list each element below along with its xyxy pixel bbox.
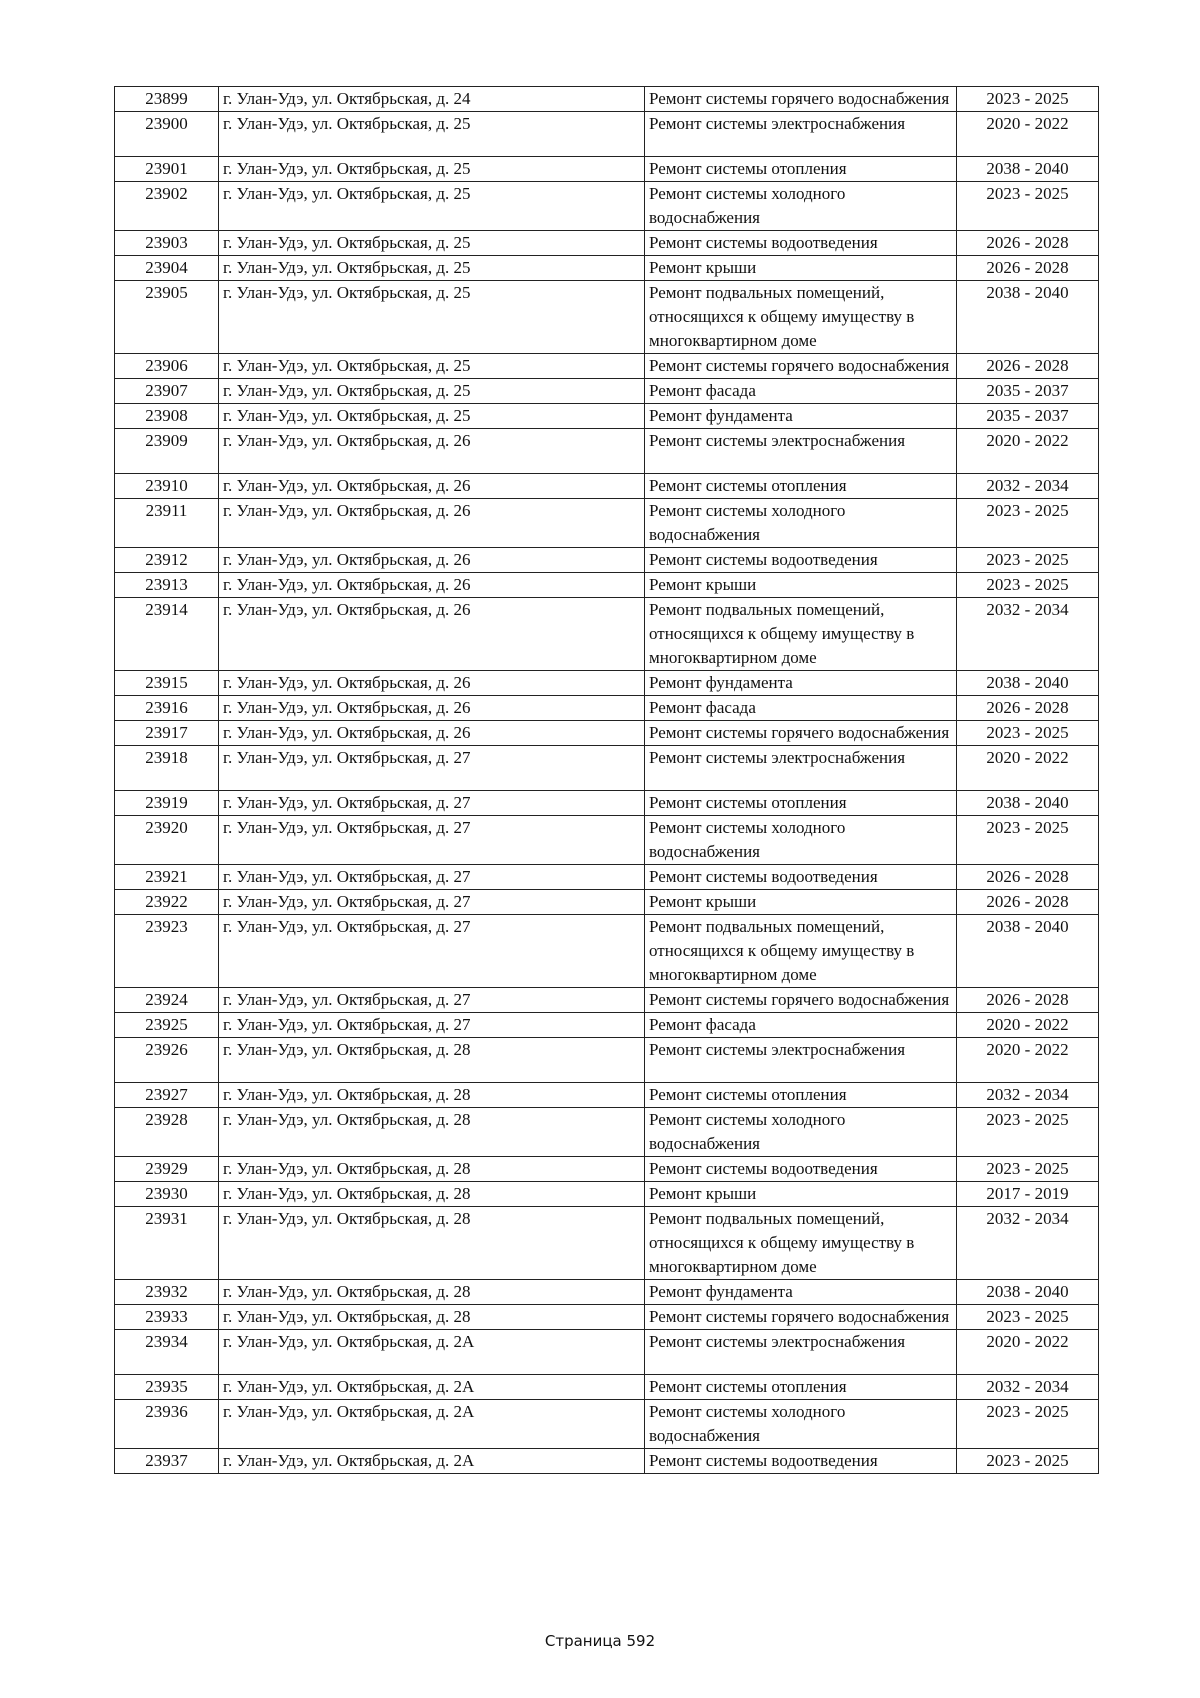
work-type-cell: Ремонт системы отопления: [645, 1375, 957, 1400]
address-cell: г. Улан-Удэ, ул. Октябрьская, д. 25: [219, 112, 645, 157]
address-cell: г. Улан-Удэ, ул. Октябрьская, д. 2А: [219, 1330, 645, 1375]
row-number-cell: 23929: [115, 1157, 219, 1182]
table-row: [115, 231, 1099, 256]
table-row: [115, 1305, 1099, 1330]
table-row: [115, 1400, 1099, 1449]
row-number-cell: 23908: [115, 404, 219, 429]
work-type-cell: Ремонт фундамента: [645, 1280, 957, 1305]
row-number-cell: 23911: [115, 499, 219, 548]
period-cell: 2020 - 2022: [957, 1013, 1099, 1038]
address-cell: г. Улан-Удэ, ул. Октябрьская, д. 25: [219, 281, 645, 354]
row-number-cell: 23919: [115, 791, 219, 816]
period-cell: 2023 - 2025: [957, 573, 1099, 598]
address-cell: г. Улан-Удэ, ул. Октябрьская, д. 28: [219, 1207, 645, 1280]
work-type-cell: Ремонт системы холодного водоснабжения: [645, 816, 957, 865]
period-cell: 2026 - 2028: [957, 256, 1099, 281]
period-cell: 2026 - 2028: [957, 865, 1099, 890]
row-number-cell: 23935: [115, 1375, 219, 1400]
table-row: [115, 1013, 1099, 1038]
period-cell: 2032 - 2034: [957, 474, 1099, 499]
work-type-cell: Ремонт крыши: [645, 573, 957, 598]
period-cell: 2032 - 2034: [957, 598, 1099, 671]
table-row: [115, 746, 1099, 791]
work-type-cell: Ремонт подвальных помещений, относящихся к общему имуществу в многоквартирном доме: [645, 915, 957, 988]
address-cell: г. Улан-Удэ, ул. Октябрьская, д. 28: [219, 1182, 645, 1207]
table-row: [115, 1108, 1099, 1157]
address-cell: г. Улан-Удэ, ул. Октябрьская, д. 25: [219, 354, 645, 379]
row-number-cell: 23933: [115, 1305, 219, 1330]
row-number-cell: 23932: [115, 1280, 219, 1305]
table-row: [115, 1207, 1099, 1280]
work-type-cell: Ремонт системы электроснабжения: [645, 1038, 957, 1083]
address-cell: г. Улан-Удэ, ул. Октябрьская, д. 27: [219, 865, 645, 890]
row-number-cell: 23937: [115, 1449, 219, 1474]
period-cell: 2023 - 2025: [957, 1449, 1099, 1474]
period-cell: 2023 - 2025: [957, 1108, 1099, 1157]
period-cell: 2026 - 2028: [957, 231, 1099, 256]
work-type-cell: Ремонт системы электроснабжения: [645, 1330, 957, 1375]
address-cell: г. Улан-Удэ, ул. Октябрьская, д. 2А: [219, 1400, 645, 1449]
table-row: [115, 1280, 1099, 1305]
work-type-cell: Ремонт фундамента: [645, 404, 957, 429]
work-type-cell: Ремонт системы отопления: [645, 791, 957, 816]
address-cell: г. Улан-Удэ, ул. Октябрьская, д. 27: [219, 746, 645, 791]
work-type-cell: Ремонт системы водоотведения: [645, 1449, 957, 1474]
period-cell: 2023 - 2025: [957, 1305, 1099, 1330]
address-cell: г. Улан-Удэ, ул. Октябрьская, д. 2А: [219, 1375, 645, 1400]
work-type-cell: Ремонт подвальных помещений, относящихся к общему имуществу в многоквартирном доме: [645, 598, 957, 671]
row-number-cell: 23931: [115, 1207, 219, 1280]
work-type-cell: Ремонт фасада: [645, 379, 957, 404]
address-cell: г. Улан-Удэ, ул. Октябрьская, д. 27: [219, 816, 645, 865]
work-type-cell: Ремонт фасада: [645, 696, 957, 721]
address-cell: г. Улан-Удэ, ул. Октябрьская, д. 26: [219, 548, 645, 573]
period-cell: 2038 - 2040: [957, 671, 1099, 696]
period-cell: 2038 - 2040: [957, 915, 1099, 988]
table-row: [115, 87, 1099, 112]
table-row: [115, 915, 1099, 988]
period-cell: 2026 - 2028: [957, 988, 1099, 1013]
period-cell: 2023 - 2025: [957, 87, 1099, 112]
table-row: [115, 696, 1099, 721]
work-type-cell: Ремонт системы горячего водоснабжения: [645, 87, 957, 112]
row-number-cell: 23903: [115, 231, 219, 256]
address-cell: г. Улан-Удэ, ул. Октябрьская, д. 28: [219, 1083, 645, 1108]
table-body: [115, 87, 1099, 1474]
table-row: [115, 182, 1099, 231]
table-row: [115, 379, 1099, 404]
address-cell: г. Улан-Удэ, ул. Октябрьская, д. 25: [219, 379, 645, 404]
work-type-cell: Ремонт системы горячего водоснабжения: [645, 988, 957, 1013]
table-row: [115, 1449, 1099, 1474]
table-row: [115, 1375, 1099, 1400]
work-type-cell: Ремонт крыши: [645, 890, 957, 915]
address-cell: г. Улан-Удэ, ул. Октябрьская, д. 26: [219, 721, 645, 746]
table-row: [115, 548, 1099, 573]
period-cell: 2023 - 2025: [957, 816, 1099, 865]
row-number-cell: 23936: [115, 1400, 219, 1449]
work-type-cell: Ремонт системы водоотведения: [645, 231, 957, 256]
address-cell: г. Улан-Удэ, ул. Октябрьская, д. 27: [219, 890, 645, 915]
table-row: [115, 354, 1099, 379]
table-row: [115, 573, 1099, 598]
row-number-cell: 23906: [115, 354, 219, 379]
period-cell: 2023 - 2025: [957, 1157, 1099, 1182]
row-number-cell: 23920: [115, 816, 219, 865]
work-type-cell: Ремонт системы электроснабжения: [645, 746, 957, 791]
address-cell: г. Улан-Удэ, ул. Октябрьская, д. 28: [219, 1305, 645, 1330]
address-cell: г. Улан-Удэ, ул. Октябрьская, д. 28: [219, 1038, 645, 1083]
work-type-cell: Ремонт системы водоотведения: [645, 865, 957, 890]
work-type-cell: Ремонт системы горячего водоснабжения: [645, 721, 957, 746]
period-cell: 2020 - 2022: [957, 112, 1099, 157]
work-type-cell: Ремонт подвальных помещений, относящихся к общему имуществу в многоквартирном доме: [645, 281, 957, 354]
period-cell: 2032 - 2034: [957, 1375, 1099, 1400]
table-row: [115, 474, 1099, 499]
address-cell: г. Улан-Удэ, ул. Октябрьская, д. 26: [219, 474, 645, 499]
table-row: [115, 816, 1099, 865]
work-type-cell: Ремонт системы горячего водоснабжения: [645, 354, 957, 379]
address-cell: г. Улан-Удэ, ул. Октябрьская, д. 26: [219, 499, 645, 548]
work-type-cell: Ремонт системы горячего водоснабжения: [645, 1305, 957, 1330]
address-cell: г. Улан-Удэ, ул. Октябрьская, д. 26: [219, 696, 645, 721]
work-type-cell: Ремонт крыши: [645, 1182, 957, 1207]
period-cell: 2035 - 2037: [957, 379, 1099, 404]
period-cell: 2026 - 2028: [957, 354, 1099, 379]
page-number: Страница 592: [544, 1632, 656, 1650]
work-type-cell: Ремонт системы отопления: [645, 1083, 957, 1108]
table-row: [115, 988, 1099, 1013]
work-type-cell: Ремонт крыши: [645, 256, 957, 281]
row-number-cell: 23916: [115, 696, 219, 721]
row-number-cell: 23909: [115, 429, 219, 474]
table-row: [115, 499, 1099, 548]
address-cell: г. Улан-Удэ, ул. Октябрьская, д. 26: [219, 573, 645, 598]
period-cell: 2035 - 2037: [957, 404, 1099, 429]
row-number-cell: 23927: [115, 1083, 219, 1108]
address-cell: г. Улан-Удэ, ул. Октябрьская, д. 28: [219, 1108, 645, 1157]
row-number-cell: 23926: [115, 1038, 219, 1083]
work-type-cell: Ремонт системы холодного водоснабжения: [645, 1108, 957, 1157]
work-type-cell: Ремонт системы водоотведения: [645, 548, 957, 573]
row-number-cell: 23904: [115, 256, 219, 281]
row-number-cell: 23913: [115, 573, 219, 598]
period-cell: 2020 - 2022: [957, 1038, 1099, 1083]
period-cell: 2038 - 2040: [957, 791, 1099, 816]
address-cell: г. Улан-Удэ, ул. Октябрьская, д. 27: [219, 988, 645, 1013]
row-number-cell: 23925: [115, 1013, 219, 1038]
table-row: [115, 890, 1099, 915]
row-number-cell: 23901: [115, 157, 219, 182]
address-cell: г. Улан-Удэ, ул. Октябрьская, д. 25: [219, 404, 645, 429]
address-cell: г. Улан-Удэ, ул. Октябрьская, д. 27: [219, 915, 645, 988]
period-cell: 2017 - 2019: [957, 1182, 1099, 1207]
table-row: [115, 721, 1099, 746]
repair-schedule-table: [114, 86, 1099, 1474]
period-cell: 2020 - 2022: [957, 429, 1099, 474]
table-row: [115, 1330, 1099, 1375]
row-number-cell: 23922: [115, 890, 219, 915]
period-cell: 2038 - 2040: [957, 281, 1099, 354]
address-cell: г. Улан-Удэ, ул. Октябрьская, д. 27: [219, 1013, 645, 1038]
row-number-cell: 23907: [115, 379, 219, 404]
table-row: [115, 112, 1099, 157]
table-row: [115, 1157, 1099, 1182]
row-number-cell: 23930: [115, 1182, 219, 1207]
address-cell: г. Улан-Удэ, ул. Октябрьская, д. 28: [219, 1280, 645, 1305]
row-number-cell: 23905: [115, 281, 219, 354]
row-number-cell: 23914: [115, 598, 219, 671]
row-number-cell: 23917: [115, 721, 219, 746]
work-type-cell: Ремонт фасада: [645, 1013, 957, 1038]
row-number-cell: 23912: [115, 548, 219, 573]
address-cell: г. Улан-Удэ, ул. Октябрьская, д. 28: [219, 1157, 645, 1182]
table-row: [115, 1182, 1099, 1207]
period-cell: 2023 - 2025: [957, 1400, 1099, 1449]
period-cell: 2023 - 2025: [957, 499, 1099, 548]
period-cell: 2020 - 2022: [957, 1330, 1099, 1375]
period-cell: 2023 - 2025: [957, 548, 1099, 573]
row-number-cell: 23902: [115, 182, 219, 231]
table-row: [115, 404, 1099, 429]
address-cell: г. Улан-Удэ, ул. Октябрьская, д. 2А: [219, 1449, 645, 1474]
table-row: [115, 865, 1099, 890]
work-type-cell: Ремонт системы холодного водоснабжения: [645, 1400, 957, 1449]
period-cell: 2038 - 2040: [957, 1280, 1099, 1305]
table-row: [115, 791, 1099, 816]
table-row: [115, 1083, 1099, 1108]
row-number-cell: 23924: [115, 988, 219, 1013]
work-type-cell: Ремонт системы отопления: [645, 474, 957, 499]
table-row: [115, 157, 1099, 182]
row-number-cell: 23915: [115, 671, 219, 696]
period-cell: 2020 - 2022: [957, 746, 1099, 791]
table-row: [115, 671, 1099, 696]
address-cell: г. Улан-Удэ, ул. Октябрьская, д. 26: [219, 429, 645, 474]
address-cell: г. Улан-Удэ, ул. Октябрьская, д. 25: [219, 157, 645, 182]
period-cell: 2038 - 2040: [957, 157, 1099, 182]
work-type-cell: Ремонт подвальных помещений, относящихся к общему имуществу в многоквартирном доме: [645, 1207, 957, 1280]
work-type-cell: Ремонт системы водоотведения: [645, 1157, 957, 1182]
row-number-cell: 23923: [115, 915, 219, 988]
row-number-cell: 23899: [115, 87, 219, 112]
address-cell: г. Улан-Удэ, ул. Октябрьская, д. 25: [219, 256, 645, 281]
address-cell: г. Улан-Удэ, ул. Октябрьская, д. 26: [219, 671, 645, 696]
address-cell: г. Улан-Удэ, ул. Октябрьская, д. 25: [219, 182, 645, 231]
row-number-cell: 23928: [115, 1108, 219, 1157]
period-cell: 2026 - 2028: [957, 696, 1099, 721]
row-number-cell: 23934: [115, 1330, 219, 1375]
period-cell: 2032 - 2034: [957, 1083, 1099, 1108]
work-type-cell: Ремонт системы электроснабжения: [645, 429, 957, 474]
table-row: [115, 281, 1099, 354]
row-number-cell: 23921: [115, 865, 219, 890]
period-cell: 2032 - 2034: [957, 1207, 1099, 1280]
address-cell: г. Улан-Удэ, ул. Октябрьская, д. 27: [219, 791, 645, 816]
work-type-cell: Ремонт системы холодного водоснабжения: [645, 499, 957, 548]
work-type-cell: Ремонт фундамента: [645, 671, 957, 696]
table-row: [115, 429, 1099, 474]
address-cell: г. Улан-Удэ, ул. Октябрьская, д. 24: [219, 87, 645, 112]
table-row: [115, 256, 1099, 281]
work-type-cell: Ремонт системы холодного водоснабжения: [645, 182, 957, 231]
table-row: [115, 1038, 1099, 1083]
period-cell: 2023 - 2025: [957, 182, 1099, 231]
table-row: [115, 598, 1099, 671]
address-cell: г. Улан-Удэ, ул. Октябрьская, д. 25: [219, 231, 645, 256]
work-type-cell: Ремонт системы отопления: [645, 157, 957, 182]
period-cell: 2023 - 2025: [957, 721, 1099, 746]
address-cell: г. Улан-Удэ, ул. Октябрьская, д. 26: [219, 598, 645, 671]
period-cell: 2026 - 2028: [957, 890, 1099, 915]
work-type-cell: Ремонт системы электроснабжения: [645, 112, 957, 157]
row-number-cell: 23900: [115, 112, 219, 157]
row-number-cell: 23918: [115, 746, 219, 791]
row-number-cell: 23910: [115, 474, 219, 499]
